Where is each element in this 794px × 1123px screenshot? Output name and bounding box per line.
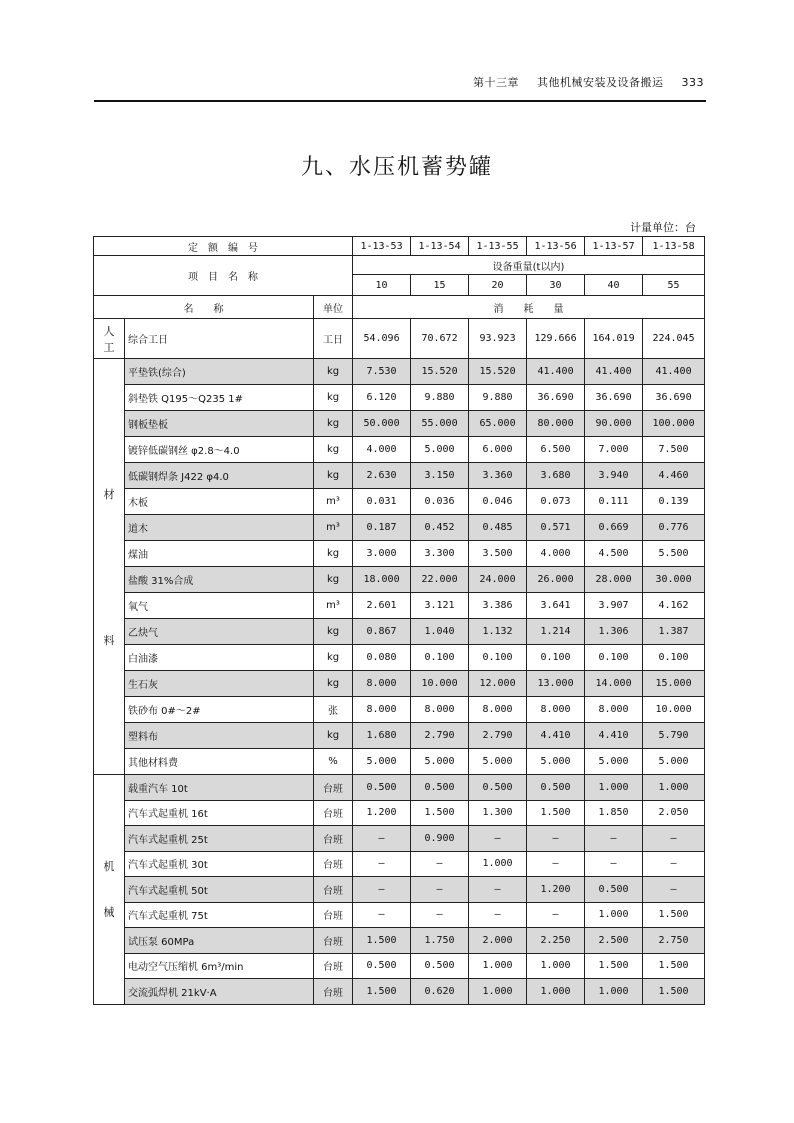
item-value: 55.000 bbox=[411, 411, 469, 437]
item-name: 汽车式起重机 50t bbox=[125, 877, 314, 903]
item-name: 木板 bbox=[125, 489, 314, 515]
item-value: 0.187 bbox=[353, 515, 411, 541]
item-unit: 台班 bbox=[314, 851, 353, 877]
item-value: 2.790 bbox=[411, 723, 469, 749]
param-cell: 40 bbox=[585, 275, 643, 296]
param-label-row bbox=[94, 256, 705, 275]
item-value: 5.000 bbox=[643, 749, 705, 775]
item-value: 1.306 bbox=[585, 619, 643, 645]
item-name: 钢板垫板 bbox=[125, 411, 314, 437]
item-value: — bbox=[585, 851, 643, 877]
item-value: 3.907 bbox=[585, 593, 643, 619]
item-value: 0.571 bbox=[527, 515, 585, 541]
item-value: 18.000 bbox=[353, 567, 411, 593]
item-value: 1.000 bbox=[469, 953, 527, 979]
item-name: 其他材料费 bbox=[125, 749, 314, 775]
item-value: 0.111 bbox=[585, 489, 643, 515]
item-value: 2.630 bbox=[353, 463, 411, 489]
running-header bbox=[94, 74, 704, 90]
item-value: — bbox=[643, 877, 705, 903]
item-value: 1.000 bbox=[469, 979, 527, 1005]
item-value: 5.000 bbox=[411, 749, 469, 775]
material-row bbox=[94, 489, 705, 515]
item-name: 道木 bbox=[125, 515, 314, 541]
item-value: 5.000 bbox=[411, 437, 469, 463]
item-value: 3.940 bbox=[585, 463, 643, 489]
item-value: 7.000 bbox=[585, 437, 643, 463]
item-unit: 台班 bbox=[314, 877, 353, 903]
item-value: 2.000 bbox=[469, 928, 527, 954]
item-unit: kg bbox=[314, 463, 353, 489]
item-value: 5.790 bbox=[643, 723, 705, 749]
item-value: 8.000 bbox=[411, 697, 469, 723]
material-row bbox=[94, 671, 705, 697]
item-unit: kg bbox=[314, 437, 353, 463]
item-unit: 台班 bbox=[314, 826, 353, 852]
material-row bbox=[94, 463, 705, 489]
item-value: 26.000 bbox=[527, 567, 585, 593]
item-value: 5.000 bbox=[469, 749, 527, 775]
item-value: 1.000 bbox=[585, 979, 643, 1005]
param-cell: 15 bbox=[411, 275, 469, 296]
item-value: 90.000 bbox=[585, 411, 643, 437]
item-unit: 台班 bbox=[314, 979, 353, 1005]
item-value: 15.000 bbox=[643, 671, 705, 697]
material-row bbox=[94, 723, 705, 749]
machinery-group-label bbox=[94, 775, 125, 1005]
quota-table-body bbox=[94, 237, 705, 1005]
item-unit: kg bbox=[314, 723, 353, 749]
item-value: 100.000 bbox=[643, 411, 705, 437]
item-value: 8.000 bbox=[353, 697, 411, 723]
item-value: 13.000 bbox=[527, 671, 585, 697]
item-value: 0.776 bbox=[643, 515, 705, 541]
item-value: 2.750 bbox=[643, 928, 705, 954]
labor-value: 93.923 bbox=[469, 319, 527, 359]
group-char: 料 bbox=[103, 633, 115, 647]
item-value: 4.410 bbox=[527, 723, 585, 749]
item-name: 乙炔气 bbox=[125, 619, 314, 645]
item-value: 0.500 bbox=[527, 775, 585, 801]
group-char: 材 bbox=[103, 487, 115, 501]
material-row bbox=[94, 567, 705, 593]
item-value: 1.500 bbox=[585, 953, 643, 979]
item-value: 1.200 bbox=[353, 800, 411, 826]
group-char: 工 bbox=[103, 340, 115, 354]
group-char: 人 bbox=[103, 324, 115, 338]
item-value: 3.121 bbox=[411, 593, 469, 619]
item-unit: 张 bbox=[314, 697, 353, 723]
item-value: 0.485 bbox=[469, 515, 527, 541]
item-value: 0.031 bbox=[353, 489, 411, 515]
item-value: 1.200 bbox=[527, 877, 585, 903]
item-value: 12.000 bbox=[469, 671, 527, 697]
item-value: 30.000 bbox=[643, 567, 705, 593]
item-value: 0.100 bbox=[469, 645, 527, 671]
item-value: 14.000 bbox=[585, 671, 643, 697]
item-value: 50.000 bbox=[353, 411, 411, 437]
item-value: 41.400 bbox=[527, 359, 585, 385]
item-value: — bbox=[585, 826, 643, 852]
item-name: 汽车式起重机 25t bbox=[125, 826, 314, 852]
item-value: 28.000 bbox=[585, 567, 643, 593]
item-value: 15.520 bbox=[469, 359, 527, 385]
item-value: — bbox=[643, 851, 705, 877]
item-name: 低碳钢焊条 J422 φ4.0 bbox=[125, 463, 314, 489]
item-unit: kg bbox=[314, 671, 353, 697]
item-value: 3.500 bbox=[469, 541, 527, 567]
item-value: 1.500 bbox=[643, 902, 705, 928]
item-value: 0.900 bbox=[411, 826, 469, 852]
item-unit: 台班 bbox=[314, 928, 353, 954]
unit-note: 计量单位：台 bbox=[630, 221, 696, 234]
item-value: 1.500 bbox=[643, 953, 705, 979]
item-name: 试压泵 60MPa bbox=[125, 928, 314, 954]
item-value: 1.214 bbox=[527, 619, 585, 645]
material-row bbox=[94, 411, 705, 437]
item-value: 1.500 bbox=[353, 928, 411, 954]
item-name: 煤油 bbox=[125, 541, 314, 567]
item-value: 0.100 bbox=[643, 645, 705, 671]
item-name: 生石灰 bbox=[125, 671, 314, 697]
item-value: 0.100 bbox=[411, 645, 469, 671]
item-unit: kg bbox=[314, 567, 353, 593]
item-value: 1.000 bbox=[585, 902, 643, 928]
item-value: 8.000 bbox=[469, 697, 527, 723]
item-value: 2.250 bbox=[527, 928, 585, 954]
item-name: 盐酸 31%合成 bbox=[125, 567, 314, 593]
item-unit: m³ bbox=[314, 593, 353, 619]
item-value: 1.387 bbox=[643, 619, 705, 645]
machinery-row bbox=[94, 826, 705, 852]
item-value: 7.530 bbox=[353, 359, 411, 385]
item-value: 6.500 bbox=[527, 437, 585, 463]
item-name: 交流弧焊机 21kV·A bbox=[125, 979, 314, 1005]
item-value: 0.452 bbox=[411, 515, 469, 541]
item-value: 2.601 bbox=[353, 593, 411, 619]
item-value: 1.750 bbox=[411, 928, 469, 954]
machinery-row bbox=[94, 800, 705, 826]
item-name: 白油漆 bbox=[125, 645, 314, 671]
param-cell: 30 bbox=[527, 275, 585, 296]
code-cell: 1-13-56 bbox=[527, 237, 585, 256]
item-name: 载重汽车 10t bbox=[125, 775, 314, 801]
item-value: 0.500 bbox=[469, 775, 527, 801]
material-row bbox=[94, 541, 705, 567]
param-label: 设备重量(t以内) bbox=[353, 256, 705, 275]
item-value: — bbox=[469, 826, 527, 852]
item-value: 0.867 bbox=[353, 619, 411, 645]
item-value: 0.500 bbox=[353, 775, 411, 801]
section-title: 九、水压机蓄势罐 bbox=[300, 155, 493, 180]
page-number: 333 bbox=[681, 76, 704, 89]
item-value: 0.500 bbox=[411, 953, 469, 979]
item-unit: 台班 bbox=[314, 800, 353, 826]
item-value: 10.000 bbox=[411, 671, 469, 697]
item-value: 8.000 bbox=[585, 697, 643, 723]
labor-value: 54.096 bbox=[353, 319, 411, 359]
item-value: 10.000 bbox=[643, 697, 705, 723]
item-value: 1.680 bbox=[353, 723, 411, 749]
item-value: 80.000 bbox=[527, 411, 585, 437]
material-row bbox=[94, 385, 705, 411]
item-value: 3.000 bbox=[353, 541, 411, 567]
item-value: 36.690 bbox=[527, 385, 585, 411]
item-value: 1.500 bbox=[411, 800, 469, 826]
machinery-row bbox=[94, 902, 705, 928]
item-value: 3.360 bbox=[469, 463, 527, 489]
item-value: — bbox=[527, 851, 585, 877]
material-row bbox=[94, 619, 705, 645]
item-unit: kg bbox=[314, 645, 353, 671]
item-value: 2.500 bbox=[585, 928, 643, 954]
item-value: 0.139 bbox=[643, 489, 705, 515]
item-name: 塑料布 bbox=[125, 723, 314, 749]
item-value: 4.460 bbox=[643, 463, 705, 489]
item-value: 36.690 bbox=[585, 385, 643, 411]
labor-value: 224.045 bbox=[643, 319, 705, 359]
code-cell: 1-13-53 bbox=[353, 237, 411, 256]
labor-name: 综合工日 bbox=[125, 319, 314, 359]
item-value: — bbox=[353, 851, 411, 877]
code-cell: 1-13-58 bbox=[643, 237, 705, 256]
item-value: — bbox=[527, 902, 585, 928]
item-value: — bbox=[527, 826, 585, 852]
item-value: 41.400 bbox=[643, 359, 705, 385]
item-value: 0.036 bbox=[411, 489, 469, 515]
code-cell: 1-13-55 bbox=[469, 237, 527, 256]
chapter-number: 第十三章 bbox=[473, 76, 519, 89]
material-row bbox=[94, 749, 705, 775]
code-row bbox=[94, 237, 705, 256]
item-value: 1.000 bbox=[643, 775, 705, 801]
item-value: 0.669 bbox=[585, 515, 643, 541]
item-value: 22.000 bbox=[411, 567, 469, 593]
code-label: 定 额 编 号 bbox=[94, 237, 353, 256]
item-value: 4.000 bbox=[353, 437, 411, 463]
item-value: 1.040 bbox=[411, 619, 469, 645]
item-value: — bbox=[469, 877, 527, 903]
item-value: 1.500 bbox=[643, 979, 705, 1005]
item-value: 1.000 bbox=[585, 775, 643, 801]
item-value: 4.162 bbox=[643, 593, 705, 619]
group-char: 械 bbox=[103, 906, 115, 920]
item-name: 汽车式起重机 30t bbox=[125, 851, 314, 877]
material-row bbox=[94, 645, 705, 671]
item-value: — bbox=[353, 902, 411, 928]
item-value: 1.000 bbox=[527, 953, 585, 979]
item-value: 4.410 bbox=[585, 723, 643, 749]
item-value: — bbox=[411, 877, 469, 903]
item-value: 3.150 bbox=[411, 463, 469, 489]
item-value: 15.520 bbox=[411, 359, 469, 385]
item-unit: kg bbox=[314, 619, 353, 645]
material-row bbox=[94, 697, 705, 723]
item-name: 铁砂布 0#～2# bbox=[125, 697, 314, 723]
item-value: 1.300 bbox=[469, 800, 527, 826]
item-value: 1.500 bbox=[353, 979, 411, 1005]
item-value: — bbox=[411, 851, 469, 877]
item-value: 0.620 bbox=[411, 979, 469, 1005]
item-value: 0.073 bbox=[527, 489, 585, 515]
item-name: 氧气 bbox=[125, 593, 314, 619]
item-unit: kg bbox=[314, 385, 353, 411]
material-row bbox=[94, 593, 705, 619]
item-value: 1.500 bbox=[527, 800, 585, 826]
item-value: 4.500 bbox=[585, 541, 643, 567]
item-value: 41.400 bbox=[585, 359, 643, 385]
item-value: 0.100 bbox=[527, 645, 585, 671]
item-value: 1.850 bbox=[585, 800, 643, 826]
item-value: 3.680 bbox=[527, 463, 585, 489]
item-value: 0.500 bbox=[585, 877, 643, 903]
machinery-row bbox=[94, 953, 705, 979]
item-value: 9.880 bbox=[411, 385, 469, 411]
item-value: 8.000 bbox=[527, 697, 585, 723]
item-value: 3.386 bbox=[469, 593, 527, 619]
column-header-row bbox=[94, 296, 705, 319]
item-value: 3.300 bbox=[411, 541, 469, 567]
param-cell: 10 bbox=[353, 275, 411, 296]
item-value: 1.132 bbox=[469, 619, 527, 645]
unit-column-header: 单位 bbox=[314, 296, 353, 319]
item-value: 2.790 bbox=[469, 723, 527, 749]
item-value: 8.000 bbox=[353, 671, 411, 697]
item-value: 9.880 bbox=[469, 385, 527, 411]
item-value: 7.500 bbox=[643, 437, 705, 463]
labor-value: 129.666 bbox=[527, 319, 585, 359]
machinery-row bbox=[94, 851, 705, 877]
header-rule bbox=[94, 100, 706, 102]
item-name: 汽车式起重机 16t bbox=[125, 800, 314, 826]
machinery-row bbox=[94, 979, 705, 1005]
code-cell: 1-13-57 bbox=[585, 237, 643, 256]
item-value: 36.690 bbox=[643, 385, 705, 411]
item-unit: kg bbox=[314, 541, 353, 567]
item-value: 24.000 bbox=[469, 567, 527, 593]
item-value: — bbox=[353, 826, 411, 852]
item-value: 3.641 bbox=[527, 593, 585, 619]
item-unit: m³ bbox=[314, 489, 353, 515]
item-value: 5.000 bbox=[527, 749, 585, 775]
item-name: 电动空气压缩机 6m³/min bbox=[125, 953, 314, 979]
item-value: 6.000 bbox=[469, 437, 527, 463]
labor-group-label bbox=[94, 319, 125, 359]
item-name: 汽车式起重机 75t bbox=[125, 902, 314, 928]
machinery-row bbox=[94, 928, 705, 954]
param-cell: 55 bbox=[643, 275, 705, 296]
item-unit: 台班 bbox=[314, 902, 353, 928]
param-cell: 20 bbox=[469, 275, 527, 296]
group-char: 机 bbox=[103, 860, 115, 874]
item-unit: kg bbox=[314, 359, 353, 385]
item-value: 5.000 bbox=[585, 749, 643, 775]
item-name: 镀锌低碳钢丝 φ2.8～4.0 bbox=[125, 437, 314, 463]
item-value: 0.500 bbox=[353, 953, 411, 979]
item-value: 0.100 bbox=[585, 645, 643, 671]
materials-group-label bbox=[94, 359, 125, 775]
item-value: 1.000 bbox=[469, 851, 527, 877]
item-name: 斜垫铁 Q195～Q235 1# bbox=[125, 385, 314, 411]
item-value: 5.500 bbox=[643, 541, 705, 567]
item-value: 1.000 bbox=[527, 979, 585, 1005]
item-value: 0.046 bbox=[469, 489, 527, 515]
code-cell: 1-13-54 bbox=[411, 237, 469, 256]
labor-unit: 工日 bbox=[314, 319, 353, 359]
item-value: — bbox=[643, 826, 705, 852]
machinery-row bbox=[94, 775, 705, 801]
name-column-header: 名 称 bbox=[94, 296, 314, 319]
machinery-row bbox=[94, 877, 705, 903]
item-unit: 台班 bbox=[314, 953, 353, 979]
item-value: 4.000 bbox=[527, 541, 585, 567]
item-value: — bbox=[353, 877, 411, 903]
material-row bbox=[94, 359, 705, 385]
labor-value: 70.672 bbox=[411, 319, 469, 359]
consumption-header: 消 耗 量 bbox=[353, 296, 705, 319]
chapter-title: 其他机械安装及设备搬运 bbox=[537, 76, 664, 89]
item-value: 0.500 bbox=[411, 775, 469, 801]
material-row bbox=[94, 515, 705, 541]
item-unit: kg bbox=[314, 411, 353, 437]
item-value: 65.000 bbox=[469, 411, 527, 437]
item-value: 0.080 bbox=[353, 645, 411, 671]
item-unit: 台班 bbox=[314, 775, 353, 801]
item-value: — bbox=[411, 902, 469, 928]
labor-value: 164.019 bbox=[585, 319, 643, 359]
item-unit: m³ bbox=[314, 515, 353, 541]
item-value: 6.120 bbox=[353, 385, 411, 411]
item-unit: % bbox=[314, 749, 353, 775]
item-label: 项 目 名 称 bbox=[94, 256, 353, 296]
quota-table bbox=[93, 236, 705, 1005]
item-value: 5.000 bbox=[353, 749, 411, 775]
item-value: 2.050 bbox=[643, 800, 705, 826]
labor-row bbox=[94, 319, 705, 359]
item-name: 平垫铁(综合) bbox=[125, 359, 314, 385]
material-row bbox=[94, 437, 705, 463]
item-value: — bbox=[469, 902, 527, 928]
